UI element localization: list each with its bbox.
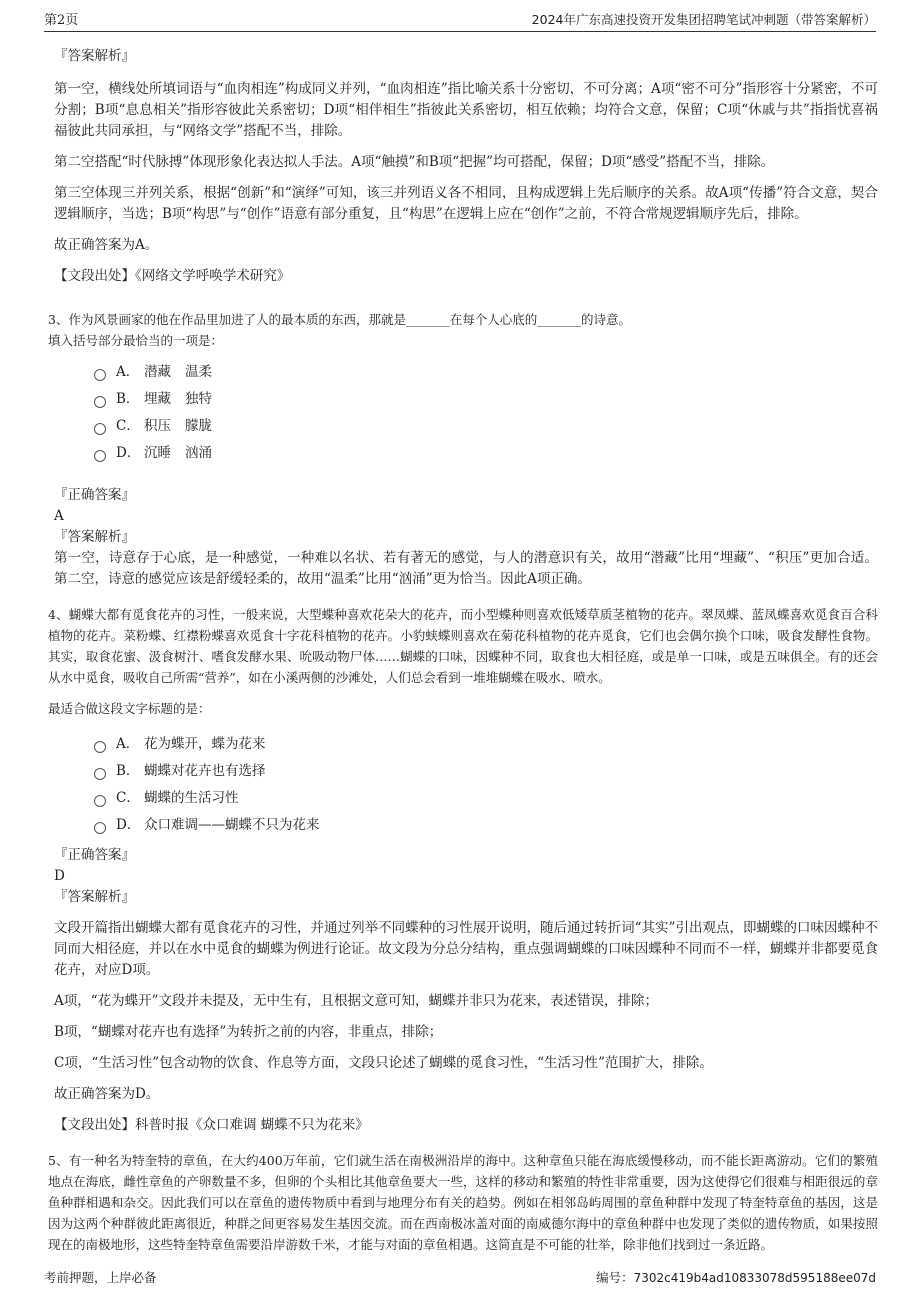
analysis-paragraph: 第一空，横线处所填词语与“血肉相连”构成同义并列，“血肉相连”指比喻关系十分密切，不可分离；A项“密不可分”指形容十分紧密，不可分割；B项“息息相关”指形容彼此关系密切；D项“相伴相生”指彼此关系密切，相互依赖；均符合文意，保留；C项“休戚与共”指指忧喜祸福彼此共同承担，与“网络文学”搭配不当，排除。 (54, 81, 878, 139)
option-b[interactable]: B． 埋藏 独特 (94, 386, 878, 413)
analysis-paragraph: 第二空搭配“时代脉搏”体现形象化表达拟人手法。A项“触摸”和B项“把握”均可搭配，保留；D项“感受”搭配不当，排除。 (54, 154, 775, 170)
document-title: 2024年广东高速投资开发集团招聘笔试冲刺题（带答案解析） (531, 12, 876, 27)
radio-button[interactable] (94, 369, 106, 381)
source-citation: 【文段出处】《网络文学呼唤学术研究》 (54, 268, 291, 284)
option-a[interactable]: A． 潜藏 温柔 (94, 359, 878, 386)
page-footer (44, 1268, 876, 1286)
analysis-paragraph: A项，“花为蝶开”文段并未提及，无中生有，且根据文意可知，蝴蝶并非只为花来，表述错误，排除； (54, 993, 659, 1009)
analysis-paragraph: B项，“蝴蝶对花卉也有选择”为转折之前的内容，非重点，排除； (54, 1024, 443, 1040)
option-d[interactable]: D． 沉睡 汹涌 (94, 440, 878, 467)
radio-button[interactable] (94, 768, 106, 780)
correct-answer: D (54, 868, 65, 884)
question-prompt: 填入括号部分最恰当的一项是： (48, 333, 224, 348)
correct-answer-tag: 『正确答案』 (54, 487, 135, 503)
radio-button[interactable] (94, 396, 106, 408)
analysis-paragraph: 文段开篇指出蝴蝶大都有觅食花卉的习性，并通过列举不同蝶种的习性展开说明，随后通过转折词“其实”引出观点，即蝴蝶的口味因蝶种不同而大相径庭，并以在水中觅食的蝴蝶为例进行论证。故文段为分总分结构，重点强调蝴蝶的口味因蝶种不同而不一样，蝴蝶并非都要觅食花卉，对应D项。 (54, 920, 878, 978)
page-number: 第2页 (44, 13, 79, 28)
question-3-options (94, 359, 878, 467)
correct-answer: A (54, 508, 64, 524)
answer-analysis-tag: 『答案解析』 (54, 48, 135, 64)
option-c[interactable]: C． 积压 朦胧 (94, 413, 878, 440)
radio-button[interactable] (94, 795, 106, 807)
radio-button[interactable] (94, 741, 106, 753)
answer-analysis-tag: 『答案解析』 (54, 529, 135, 545)
question-4-options (94, 731, 878, 839)
document-body (48, 46, 878, 1255)
source-citation: 【文段出处】科普时报《众口难调 蝴蝶不只为花来》 (54, 1117, 369, 1133)
radio-button[interactable] (94, 450, 106, 462)
option-c[interactable]: C． 蝴蝶的生活习性 (94, 785, 878, 812)
option-b[interactable]: B． 蝴蝶对花卉也有选择 (94, 758, 878, 785)
document-code: 编号：7302c419b4ad10833078d595188ee07d (596, 1270, 876, 1285)
option-d[interactable]: D． 众口难调——蝴蝶不只为花来 (94, 812, 878, 839)
conclusion: 故正确答案为D。 (54, 1086, 160, 1102)
radio-button[interactable] (94, 822, 106, 834)
analysis-paragraph: 第三空体现三并列关系，根据“创新”和“演绎”可知，该三并列语义各不相同，且构成逻辑上先后顺序的关系。故A项“传播”符合文意，契合逻辑顺序，当选；B项“构思”与“创作”语意有部分重复，且“构思”在逻辑上应在“创作”之前，不符合常规逻辑顺序先后，排除。 (54, 185, 878, 222)
question-3-stem: 3、作为风景画家的他在作品里加进了人的最本质的东西，那就是_______在每个人心底的_______的诗意。 (48, 312, 631, 327)
option-a[interactable]: A． 花为蝶开，蝶为花来 (94, 731, 878, 758)
question-5-stem: 5、有一种名为特奎特的章鱼，在大约400万年前，它们就生活在南极洲沿岸的海中。这种章鱼只能在海底缓慢移动，而不能长距离游动。它们的繁殖地点在海底，雌性章鱼的产卵数量不多，但卵的个头相比其他章鱼要大一些，这样的移动和繁殖的特性非常重要，因为这使得它们很难与相距很远的章鱼种群相遇和杂交。因此我们可以在章鱼的遗传物质中看到与地理分布有关的趋势。例如在相邻岛屿周围的章鱼种群中发现了特奎特章鱼的基因，这是因为这两个种群彼此距离很近，种群之间更容易发生基因交流。而在西南极冰盖对面的南威德尔海中的章鱼种群中也发现了类似的遗传物质，如果按照现在的南极地形，这些特奎特章鱼需要沿岸游数千米，才能与对面的章鱼相遇。这简直是不可能的壮举，除非他们找到过一条近路。 (48, 1153, 878, 1252)
conclusion: 故正确答案为A。 (54, 237, 159, 253)
page-header (44, 10, 876, 32)
footer-slogan: 考前押题，上岸必备 (44, 1270, 157, 1285)
analysis-paragraph: C项，“生活习性”包含动物的饮食、作息等方面，文段只论述了蝴蝶的觅食习性，“生活习性”范围扩大，排除。 (54, 1055, 713, 1071)
analysis-paragraph: 第一空，诗意存于心底，是一种感觉，一种难以名状、若有著无的感觉，与人的潜意识有关，故用“潜藏”比用“埋藏”、“积压”更加合适。第二空，诗意的感觉应该是舒缓轻柔的，故用“温柔”比用“汹涌”更为恰当。因此A项正确。 (54, 550, 878, 587)
correct-answer-tag: 『正确答案』 (54, 847, 135, 863)
question-4-stem: 4、蝴蝶大都有觅食花卉的习性，一般来说，大型蝶种喜欢花朵大的花卉，而小型蝶种则喜欢低矮草质茎植物的花卉。翠凤蝶、蓝凤蝶喜欢觅食百合科植物的花卉。菜粉蝶、红襟粉蝶喜欢觅食十字花科植物的花卉。小豹蛱蝶则喜欢在菊花科植物的花卉觅食，它们也会偶尔换个口味，吸食发酵性食物。其实，取食花蜜、汲食树汁、嗜食发酵水果、吮吸动物尸体……蝴蝶的口味，因蝶种不同，取食也大相径庭，或是单一口味，或是五味俱全。有的还会从水中觅食，吸收自己所需“营养”，如在小溪两侧的沙滩处，人们总会看到一堆堆蝴蝶在吸水、喷水。 (48, 607, 878, 685)
answer-analysis-tag: 『答案解析』 (54, 889, 135, 905)
radio-button[interactable] (94, 423, 106, 435)
question-prompt: 最适合做这段文字标题的是： (48, 701, 211, 716)
